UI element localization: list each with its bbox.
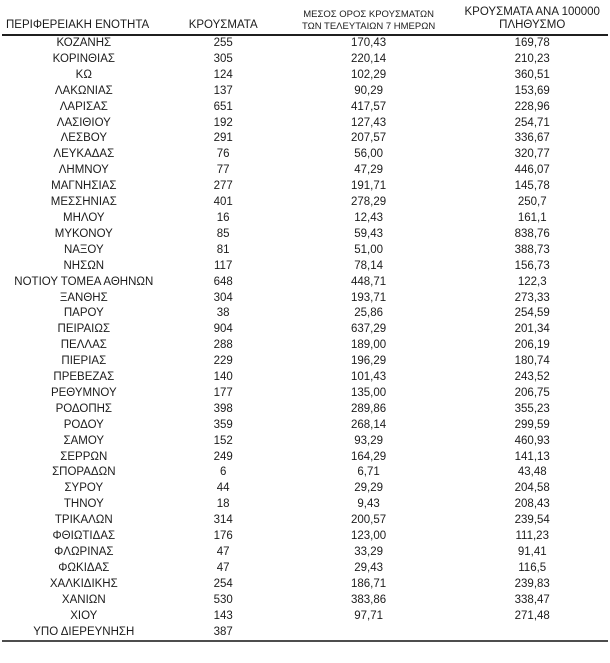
avg-7day-value-cell: 51,00 xyxy=(354,243,383,256)
per-100k-value-cell: 122,3 xyxy=(517,275,547,288)
region-name-cell: ΧΑΛΚΙΔΙΚΗΣ xyxy=(49,577,118,590)
col-header-cases xyxy=(166,6,281,35)
cases-value-cell: 288 xyxy=(213,339,233,352)
col-header-7day-average xyxy=(281,6,457,35)
table-row xyxy=(2,68,608,84)
table-row xyxy=(2,481,608,497)
avg-7day-value-cell: 200,57 xyxy=(351,514,387,527)
table-row xyxy=(2,35,608,52)
avg-7day-value-cell: 97,71 xyxy=(354,609,383,622)
per-100k-value-cell: 388,73 xyxy=(514,243,550,256)
col-header-regional-unit-label: ΠΕΡΙΦΕΡΕΙΑΚΗ ΕΝΟΤΗΤΑ xyxy=(6,19,150,31)
region-name-cell: ΛΑΡΙΣΑΣ xyxy=(59,100,108,113)
table-body xyxy=(2,35,608,641)
region-name-cell: ΦΘΙΩΤΙΔΑΣ xyxy=(52,530,116,543)
region-name-cell: ΥΠΟ ΔΙΕΡΕΥΝΗΣΗ xyxy=(33,625,135,638)
region-name-cell: ΜΗΛΟΥ xyxy=(63,211,105,224)
cases-value-cell: 229 xyxy=(213,355,233,368)
table-row xyxy=(2,354,608,370)
cases-value-cell: 152 xyxy=(213,434,233,447)
region-name-cell: ΠΡΕΒΕΖΑΣ xyxy=(53,371,115,384)
avg-7day-value-cell: 268,14 xyxy=(351,418,387,431)
per-100k-value-cell: 228,96 xyxy=(514,100,550,113)
per-100k-value-cell: 91,41 xyxy=(517,546,547,558)
avg-7day-value-cell: 637,29 xyxy=(351,323,387,336)
avg-7day-value-cell: 191,71 xyxy=(351,180,387,193)
table-row xyxy=(2,259,608,275)
per-100k-value-cell: 180,74 xyxy=(514,355,550,368)
region-name-cell: ΣΕΡΡΩΝ xyxy=(60,450,108,463)
cases-value-cell: 143 xyxy=(213,609,233,622)
cases-value-cell: 38 xyxy=(216,307,230,320)
region-name-cell: ΛΕΣΒΟΥ xyxy=(60,132,107,145)
table-row xyxy=(2,370,608,386)
table-row xyxy=(2,306,608,322)
region-name-cell: ΦΛΩΡΙΝΑΣ xyxy=(54,546,114,558)
per-100k-value-cell: 239,83 xyxy=(514,577,550,590)
region-name-cell: ΜΑΓΝΗΣΙΑΣ xyxy=(51,180,117,193)
cases-value-cell: 47 xyxy=(216,546,230,558)
avg-7day-value-cell: 47,29 xyxy=(354,164,383,177)
cases-value-cell: 254 xyxy=(213,577,233,590)
table-row xyxy=(2,513,608,529)
cases-value-cell: 176 xyxy=(213,530,233,543)
per-100k-value-cell: 254,71 xyxy=(514,116,550,129)
cases-value-cell: 137 xyxy=(213,84,233,97)
region-name-cell: ΣΠΟΡΑΔΩΝ xyxy=(52,466,116,479)
avg-7day-value-cell: 196,29 xyxy=(351,355,387,368)
per-100k-value-cell: 111,23 xyxy=(515,530,549,543)
per-100k-value-cell: 239,54 xyxy=(514,514,550,527)
table-row xyxy=(2,291,608,307)
per-100k-value-cell: 153,69 xyxy=(514,84,550,97)
region-name-cell: ΛΗΜΝΟΥ xyxy=(58,164,109,177)
cases-value-cell: 648 xyxy=(213,275,233,288)
cases-value-cell: 398 xyxy=(213,402,233,415)
region-name-cell: ΝΗΣΩΝ xyxy=(63,259,105,272)
avg-7day-value-cell: 29,43 xyxy=(354,561,383,574)
region-name-cell: ΝΑΞΟΥ xyxy=(63,243,104,256)
avg-7day-value-cell: 56,00 xyxy=(354,148,383,161)
region-name-cell: ΞΑΝΘΗΣ xyxy=(59,291,108,304)
avg-7day-value-cell: 289,86 xyxy=(351,402,387,415)
col-header-cases-label: ΚΡΟΥΣΜΑΤΑ xyxy=(188,19,258,31)
per-100k-value-cell: 320,77 xyxy=(514,148,550,161)
region-name-cell: ΤΗΝΟΥ xyxy=(63,498,104,511)
cases-value-cell: 6 xyxy=(219,466,227,479)
table-row xyxy=(2,52,608,68)
cases-value-cell: 117 xyxy=(214,259,233,272)
cases-value-cell: 140 xyxy=(213,371,233,384)
region-name-cell: ΛΑΚΩΝΙΑΣ xyxy=(54,84,113,97)
table-row xyxy=(2,243,608,259)
per-100k-value-cell: 336,67 xyxy=(514,132,550,145)
cases-value-cell: 249 xyxy=(213,450,233,463)
region-name-cell: ΡΕΘΥΜΝΟΥ xyxy=(50,386,117,399)
table-row xyxy=(2,561,608,577)
table-row xyxy=(2,179,608,195)
table-row xyxy=(2,116,608,132)
table-row xyxy=(2,593,608,609)
table-row xyxy=(2,545,608,561)
per-100k-value-cell: 208,43 xyxy=(514,498,550,511)
per-100k-value-cell: 141,13 xyxy=(514,450,550,463)
cases-value-cell: 85 xyxy=(216,227,230,240)
table-row xyxy=(2,386,608,402)
per-100k-value-cell: 355,23 xyxy=(514,402,550,415)
table-row xyxy=(2,625,608,642)
avg-7day-value-cell: 417,57 xyxy=(351,100,387,113)
cases-value-cell: 314 xyxy=(213,514,233,527)
avg-7day-value-cell: 383,86 xyxy=(351,593,387,606)
col-header-7day-average-label: ΜΕΣΟΣ ΟΡΟΣ ΚΡΟΥΣΜΑΤΩΝ ΤΩΝ ΤΕΛΕΥΤΑΙΩΝ 7 ΗΜΕΡΩΝ xyxy=(301,9,436,32)
per-100k-value-cell: 446,07 xyxy=(514,164,550,177)
avg-7day-value-cell: 101,43 xyxy=(351,371,387,384)
region-name-cell: ΤΡΙΚΑΛΩΝ xyxy=(54,514,113,527)
cases-value-cell: 76 xyxy=(216,148,230,161)
avg-7day-value-cell: 135,00 xyxy=(351,386,387,399)
table-row xyxy=(2,147,608,163)
avg-7day-value-cell: 29,29 xyxy=(354,482,383,495)
per-100k-value-cell: 156,73 xyxy=(514,259,550,272)
per-100k-value-cell: 838,76 xyxy=(514,227,550,240)
cases-value-cell: 124 xyxy=(213,68,233,81)
region-name-cell: ΠΑΡΟΥ xyxy=(63,307,104,320)
col-header-per-100000-label: ΚΡΟΥΣΜΑΤΑ ΑΝΑ 100000 ΠΛΗΘΥΣΜΟ xyxy=(464,6,600,31)
table-row xyxy=(2,577,608,593)
per-100k-value-cell: 243,52 xyxy=(514,371,550,384)
region-name-cell: ΛΑΣΙΘΙΟΥ xyxy=(56,116,111,129)
avg-7day-value-cell xyxy=(281,625,457,642)
per-100k-value-cell: 206,75 xyxy=(514,386,550,399)
avg-7day-value-cell: 59,43 xyxy=(354,227,383,240)
avg-7day-value-cell: 207,57 xyxy=(351,132,387,145)
table-row xyxy=(2,131,608,147)
region-name-cell: ΜΕΣΣΗΝΙΑΣ xyxy=(50,196,117,209)
avg-7day-value-cell: 102,29 xyxy=(351,68,387,81)
avg-7day-value-cell: 186,71 xyxy=(351,577,387,590)
cases-value-cell: 192 xyxy=(213,116,233,129)
avg-7day-value-cell: 90,29 xyxy=(354,84,383,97)
region-name-cell: ΜΥΚΟΝΟΥ xyxy=(54,227,113,240)
region-name-cell: ΣΥΡΟΥ xyxy=(64,482,104,495)
table-row xyxy=(2,609,608,625)
col-header-per-100000 xyxy=(456,6,608,35)
cases-value-cell: 277 xyxy=(213,180,233,193)
avg-7day-value-cell: 170,43 xyxy=(351,37,387,49)
region-name-cell: ΚΟΡΙΝΘΙΑΣ xyxy=(52,52,115,65)
table-row xyxy=(2,465,608,481)
cases-value-cell: 44 xyxy=(216,482,230,495)
table-row xyxy=(2,227,608,243)
cases-value-cell: 177 xyxy=(213,386,233,399)
region-name-cell: ΡΟΔΟΠΗΣ xyxy=(55,402,113,415)
avg-7day-value-cell: 278,29 xyxy=(351,196,387,209)
region-name-cell: ΠΕΛΛΑΣ xyxy=(60,339,107,352)
avg-7day-value-cell: 127,43 xyxy=(351,116,387,129)
cases-value-cell: 81 xyxy=(216,243,230,256)
avg-7day-value-cell: 25,86 xyxy=(354,307,383,320)
per-100k-value-cell: 116,5 xyxy=(518,561,547,574)
avg-7day-value-cell: 33,29 xyxy=(354,546,383,558)
table-row xyxy=(2,402,608,418)
avg-7day-value-cell: 78,14 xyxy=(354,259,383,272)
region-name-cell: ΛΕΥΚΑΔΑΣ xyxy=(53,148,115,161)
table-row xyxy=(2,100,608,116)
avg-7day-value-cell: 220,14 xyxy=(351,52,387,65)
table-row xyxy=(2,84,608,100)
header-row xyxy=(2,6,608,35)
table-row xyxy=(2,322,608,338)
per-100k-value-cell: 250,7 xyxy=(517,196,547,209)
avg-7day-value-cell: 6,71 xyxy=(357,466,380,479)
per-100k-value-cell: 201,34 xyxy=(514,323,550,336)
table-row xyxy=(2,163,608,179)
region-name-cell: ΝΟΤΙΟΥ ΤΟΜΕΑ ΑΘΗΝΩΝ xyxy=(14,275,154,288)
table-row xyxy=(2,434,608,450)
cases-value-cell: 16 xyxy=(216,211,230,224)
cases-value-cell: 304 xyxy=(213,291,233,304)
cases-value-cell: 47 xyxy=(216,561,230,574)
avg-7day-value-cell: 164,29 xyxy=(351,450,387,463)
per-100k-value-cell: 204,58 xyxy=(514,482,550,495)
cases-value-cell: 77 xyxy=(216,164,230,177)
avg-7day-value-cell: 12,43 xyxy=(354,211,383,224)
avg-7day-value-cell: 123,00 xyxy=(351,530,387,543)
per-100k-value-cell: 254,59 xyxy=(514,307,550,320)
cases-value-cell: 255 xyxy=(213,37,233,49)
per-100k-value-cell: 273,33 xyxy=(514,291,550,304)
cases-value-cell: 291 xyxy=(213,132,233,145)
avg-7day-value-cell: 193,71 xyxy=(351,291,387,304)
cases-value-cell: 904 xyxy=(213,323,233,336)
per-100k-value-cell: 299,59 xyxy=(514,418,550,431)
per-100k-value-cell: 460,93 xyxy=(514,434,550,447)
cases-value-cell: 387 xyxy=(213,625,233,638)
table-row xyxy=(2,211,608,227)
avg-7day-value-cell: 448,71 xyxy=(351,275,387,288)
region-name-cell: ΦΩΚΙΔΑΣ xyxy=(58,561,110,574)
per-100k-value-cell: 210,23 xyxy=(514,52,550,65)
cases-value-cell: 18 xyxy=(216,498,230,511)
region-name-cell: ΧΙΟΥ xyxy=(70,609,98,622)
per-100k-value-cell: 360,51 xyxy=(514,68,550,81)
per-100k-value-cell xyxy=(456,625,608,642)
table-row xyxy=(2,275,608,291)
cases-value-cell: 651 xyxy=(213,100,233,113)
cases-value-cell: 359 xyxy=(213,418,233,431)
table-row xyxy=(2,529,608,545)
table-row xyxy=(2,418,608,434)
region-name-cell: ΚΟΖΑΝΗΣ xyxy=(56,37,112,49)
table-row xyxy=(2,497,608,513)
region-name-cell: ΚΩ xyxy=(75,68,92,81)
avg-7day-value-cell: 189,00 xyxy=(351,339,387,352)
table-row xyxy=(2,450,608,466)
region-name-cell: ΧΑΝΙΩΝ xyxy=(61,593,106,606)
per-100k-value-cell: 338,47 xyxy=(514,593,550,606)
avg-7day-value-cell: 9,43 xyxy=(357,498,380,511)
region-name-cell: ΠΙΕΡΙΑΣ xyxy=(61,355,107,368)
per-100k-value-cell: 161,1 xyxy=(517,211,547,224)
cases-value-cell: 401 xyxy=(213,196,233,209)
table-row xyxy=(2,195,608,211)
cases-by-region-table xyxy=(2,6,608,642)
per-100k-value-cell: 145,78 xyxy=(514,180,550,193)
table-row xyxy=(2,338,608,354)
region-name-cell: ΣΑΜΟΥ xyxy=(63,434,105,447)
cases-value-cell: 530 xyxy=(213,593,233,606)
avg-7day-value-cell: 93,29 xyxy=(354,434,383,447)
region-name-cell: ΠΕΙΡΑΙΩΣ xyxy=(57,323,111,336)
per-100k-value-cell: 206,19 xyxy=(514,339,550,352)
per-100k-value-cell: 43,48 xyxy=(517,466,547,479)
region-name-cell: ΡΟΔΟΥ xyxy=(63,418,104,431)
col-header-regional-unit xyxy=(2,6,166,35)
per-100k-value-cell: 271,48 xyxy=(514,609,550,622)
cases-value-cell: 305 xyxy=(213,52,233,65)
per-100k-value-cell: 169,78 xyxy=(514,37,550,49)
